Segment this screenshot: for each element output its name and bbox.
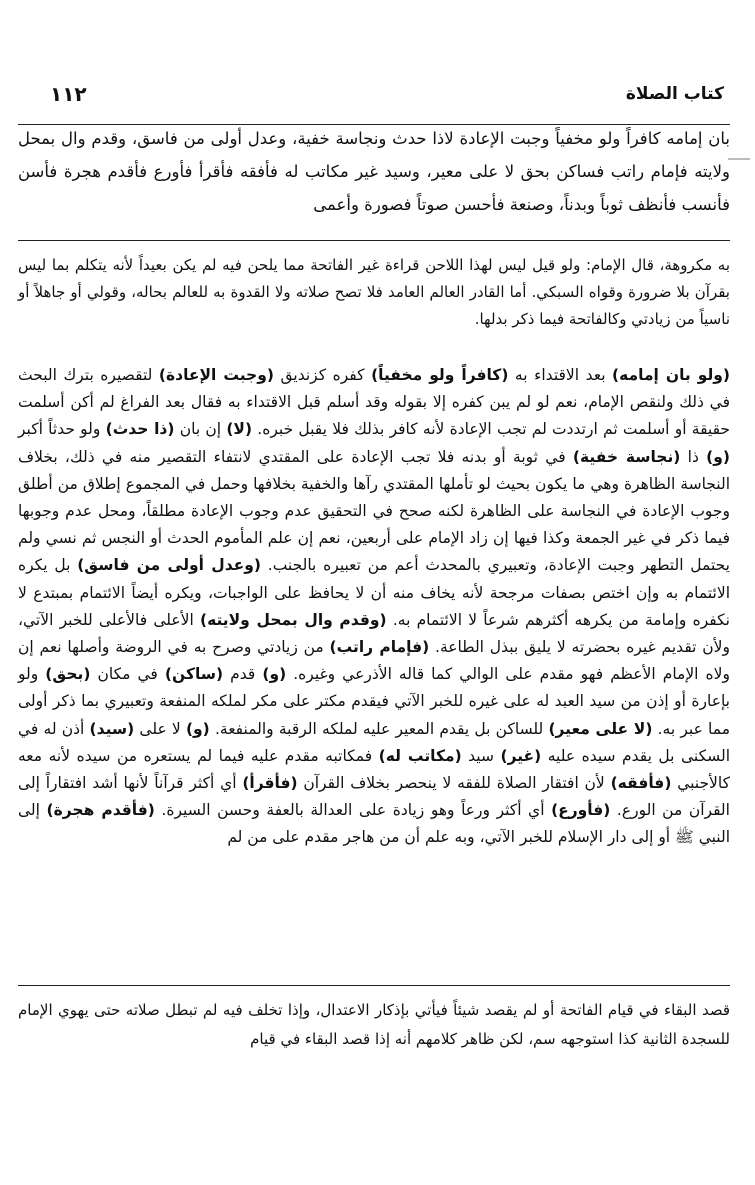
book-page [18, 70, 730, 1110]
footnote-divider [18, 985, 730, 986]
commentary-segment: أذن له في السكنى بل يقدم سيده عليه [18, 719, 730, 765]
commentary-matn-quote: (وعدل أولى من فاسق) [77, 556, 261, 575]
footnote-bottom [18, 996, 730, 1054]
main-text [18, 122, 730, 221]
commentary-matn-quote: (ساكن) [164, 665, 224, 684]
page-number: ١١٢ [50, 82, 87, 106]
commentary-segment: سيد [461, 746, 501, 765]
commentary-segment: أي أكثر قرآناً لأنها أشد افتقاراً إلى القرآن من الورع. [18, 774, 730, 820]
main-text-line: بان إمامه كافراً ولو مخفياً وجبت الإعادة لاذا حدث ونجاسة خفية، وعدل أولى من فاسق، [126, 129, 730, 148]
commentary-segment: من زيادتي وصرح به في الروضة وأصلها نعم إن ولاه الإمام الأعظم فهو مقدم على الوالي كما قاله الأذرعي وغيره. [18, 638, 730, 684]
commentary-segment: ولو حدثاً أكبر [18, 420, 106, 439]
commentary-segment: لتقصيره بترك البحث في ذلك ولنقص الإمام، نعم لو لم يبن كفره إلا بقوله وقد أسلم قبل الاقتداء به فقال بعد الفراغ لم أكن أسلمت حقيقة أو أسلمت ثم ارتددت لم تجب الإعادة لأنه كافر بذلك فلا يقبل خبره. [18, 366, 731, 439]
section-divider [18, 240, 730, 241]
commentary-matn-quote: (لا) [226, 420, 253, 439]
commentary-matn-quote: (مكاتب له) [378, 746, 462, 765]
commentary-matn-quote: (بحق) [45, 665, 91, 684]
commentary-segment: بعد الاقتداء به [508, 366, 613, 384]
commentary-matn-quote: (فأقرأ) [242, 774, 298, 793]
commentary-matn-quote: (ذا حدث) [105, 420, 175, 439]
commentary-segment: أي أكثر ورعاً وهو زيادة على العدالة بالعفة وحسن السيرة. [154, 801, 552, 820]
commentary-matn-quote: (ولو بان إمامه) [612, 366, 730, 384]
commentary-segment: الأعلى فالأعلى للخبر الآتي، ولأن تقديم غيره بحضرته لا يليق ببذل الطاعة. [18, 610, 730, 657]
commentary-matn-quote: (و) [706, 447, 730, 466]
commentary-segment: في ثوبة أو بدنه فلا تجب الإعادة على المقتدي لانتفاء التقصير منه في ذلك، بخلاف النجاسة الظاهرة وهي ما يكون بحيث لو تأملها المقتدي رآها والخفية بخلافها وحمل في المجموع إطلاق من أطلق وجوب الإعادة في النجاسة على الظاهرة لكنه صحح في التحقيق عدم وجوب الإعادة مطلقاً، ومحل عدم وجوبها فيما ذكر في غير الجمعة وكذا فيها إن زاد الإمام على أربعين، نعم إن علم المأموم الحدث أو النجس ثم نسي ولم يحتمل التطهر وجبت الإعادة، وتعبيري بالمحدث أعم من تعبيره بالجنب. [18, 447, 730, 575]
commentary-matn-quote: (وقدم وال بمحل ولايته) [200, 610, 387, 629]
commentary-matn-quote: (فأقدم هجرة) [46, 801, 155, 820]
commentary-matn-quote: (غير) [500, 746, 542, 765]
commentary-segment: قدم [223, 665, 263, 684]
commentary-segment: ولو بإعارة أو إذن من سيد العبد له على غيره للخبر الآتي فيقدم مكتر على مكر لملكه المنفعة وتعبيري بما ذكر أولى مما عبر به. [18, 665, 730, 738]
commentary-matn-quote: (وجبت الإعادة) [158, 366, 274, 384]
main-text-line: فأورع فأقدم هجرة فأسن فأنسب فأنظف ثوباً وبدناً، وصنعة فأحسن صوتاً فصورة وأعمى [18, 162, 730, 214]
commentary-matn-quote: (فأفقه) [610, 774, 672, 793]
commentary-matn-quote: (لا على معير) [548, 719, 653, 738]
margin-mark [728, 158, 750, 160]
commentary-text [18, 362, 730, 852]
footnote-top [18, 252, 730, 333]
commentary-segment: في مكان [90, 665, 165, 684]
commentary-segment: بل يكره الائتمام به وإن اختص بصفات مرجحة لأنه يخاف منه أن لا يحافظ على الواجبات، ويكره أيضاً الائتمام بمبتدع لا نكفره وإمامة من يكرهه أكثرهم شرعاً لا الائتمام به. [18, 556, 730, 629]
commentary-segment: فمكاتبه مقدم عليه فيما لم يستعره من سيده لأنه معه كالأجنبي [18, 746, 730, 793]
commentary-segment: لا على [134, 719, 186, 738]
commentary-segment: ذا [680, 447, 707, 466]
commentary-segment: إن بان [174, 420, 227, 439]
commentary-segment: لأن افتقار الصلاة للفقه لا ينحصر بخلاف القرآن [297, 774, 611, 793]
commentary-matn-quote: (نجاسة خفية) [572, 447, 681, 466]
commentary-segment: كفره كزنديق [273, 366, 372, 384]
commentary-matn-quote: (و) [262, 665, 287, 684]
commentary-segment: إلى النبي ﷺ أو إلى دار الإسلام للخبر الآتي، وبه علم أن من هاجر مقدم على من لم [18, 801, 730, 847]
commentary-matn-quote: (سيد) [89, 719, 135, 738]
footnote-text: به مكروهة، قال الإمام: ولو قيل ليس لهذا اللاحن قراءة غير الفاتحة مما يلحن فيه لم يكن بعيداً لأنه يتكلم بما ليس بقرآن بلا ضرورة وقواه السبكي. أما القادر العالم العامد فلا تصح صلاته ولا القدوة به للعالم بحاله، وقولي أو جاهلاً أو ناسياً من زيادتي وكالفاتحة فيما ذكر بدلها. [18, 256, 730, 328]
commentary-matn-quote: (و) [185, 719, 210, 738]
commentary-segment: للساكن بل يقدم المعير عليه لملكه الرقبة والمنفعة. [209, 719, 549, 738]
main-text-line: وقدم وال بمحل ولايته فإمام راتب فساكن بحق لا على معير، وسيد غير مكاتب له فأفقه فأقرأ [18, 129, 731, 181]
footnote-text: قصد البقاء في قيام الفاتحة أو لم يقصد شيئاً فيأتي بإذكار الاعتدال، وإذا تخلف فيه لم تبطل صلاته حتى يهوي الإمام للسجدة الثانية كذا استوجهه سم، لكن ظاهر كلامهم أنه إذا قصد البقاء في قيام [18, 1001, 730, 1048]
page-header [18, 84, 730, 114]
commentary-matn-quote: (فإمام راتب) [329, 638, 430, 657]
commentary-matn-quote: (فأورع) [551, 801, 611, 820]
commentary-matn-quote: (كافراً ولو مخفياً) [371, 366, 509, 384]
running-title: كتاب الصلاة [625, 84, 724, 104]
